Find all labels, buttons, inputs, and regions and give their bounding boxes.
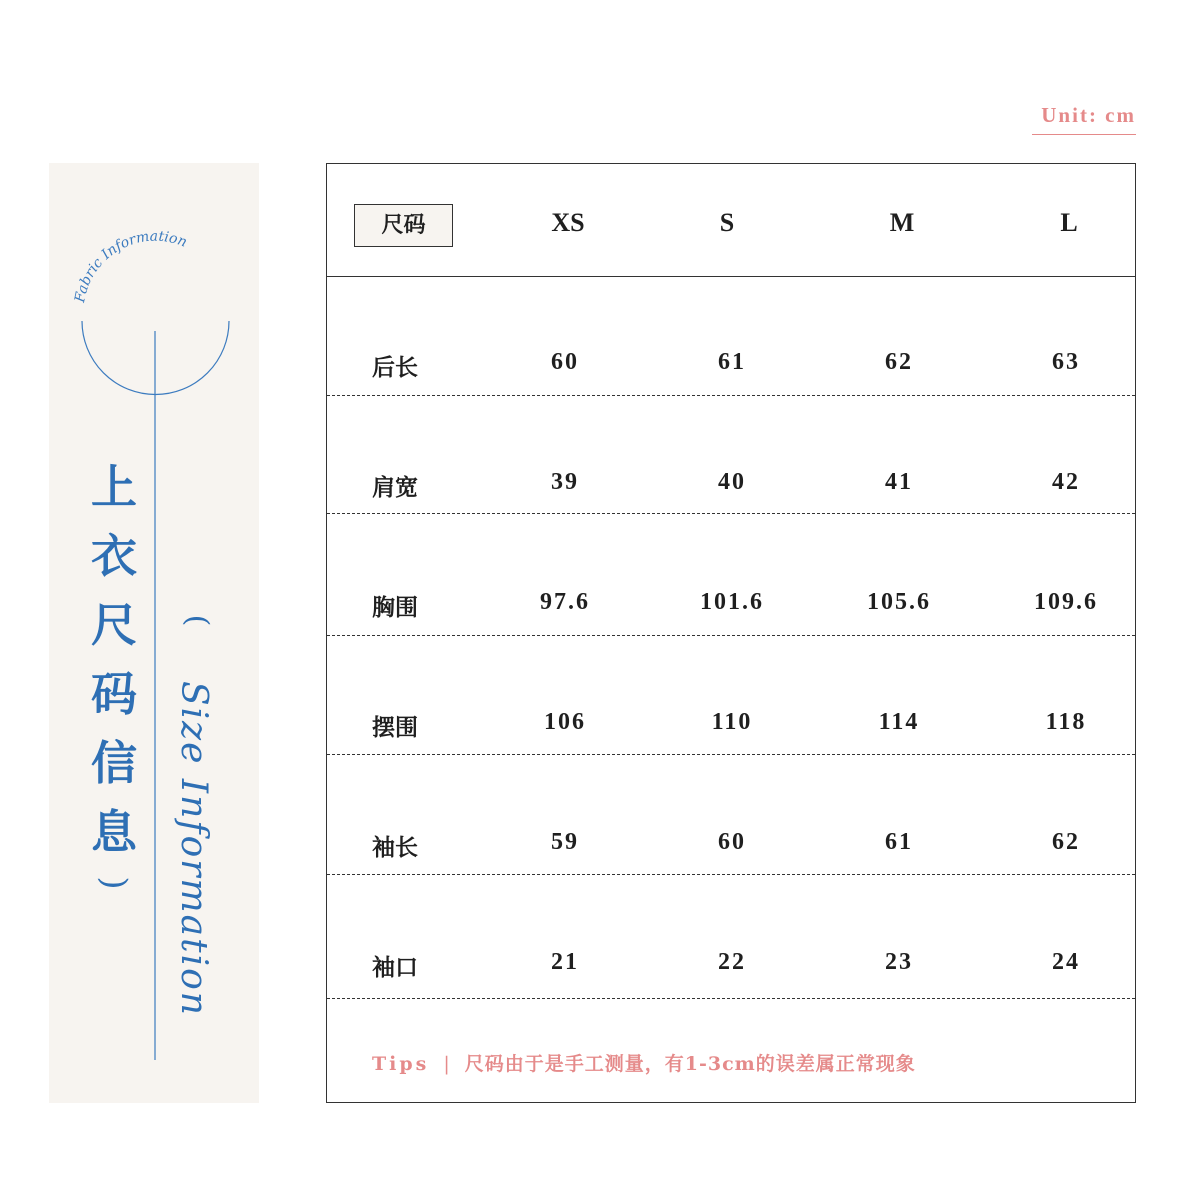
size-header-l: L — [1060, 208, 1078, 237]
row-label: 肩宽 — [372, 474, 418, 501]
title-char: 尺 — [91, 598, 137, 652]
title-char: 衣 — [91, 529, 137, 583]
fabric-information-text: Fabric Information — [72, 228, 190, 304]
table-cell: 42 — [1052, 469, 1080, 495]
title-char: 上 — [91, 460, 137, 514]
subtitle-open-paren: ( — [179, 614, 215, 627]
row-label: 摆围 — [372, 714, 418, 741]
table-cell: 23 — [885, 949, 913, 975]
table-row — [327, 755, 1135, 875]
table-cell: 24 — [1052, 949, 1080, 975]
table-cell: 62 — [1052, 829, 1080, 855]
title-close-paren: ) — [94, 876, 134, 890]
table-cell: 97.6 — [540, 589, 590, 615]
table-cell: 22 — [718, 949, 746, 975]
table-cell: 110 — [711, 709, 753, 735]
row-label: 袖口 — [372, 954, 418, 981]
table-cell: 21 — [551, 949, 579, 975]
sidebar-subtitle: Size Information — [173, 681, 214, 1017]
row-label: 胸围 — [372, 594, 418, 621]
table-cell: 106 — [544, 709, 586, 735]
table-cell: 60 — [718, 829, 746, 855]
size-label-tag: 尺码 — [354, 204, 453, 247]
table-cell: 114 — [878, 709, 920, 735]
table-cell: 41 — [885, 469, 913, 495]
table-cell: 62 — [885, 349, 913, 375]
table-cell: 59 — [551, 829, 579, 855]
unit-underline — [1032, 134, 1136, 135]
tips-text: 尺码由于是手工测量，有1-3cm的误差属正常现象 — [464, 1053, 916, 1075]
size-table — [326, 163, 1136, 1103]
table-row — [327, 396, 1135, 514]
table-row — [327, 277, 1135, 396]
size-header-m: M — [889, 208, 915, 237]
sidebar-decoration — [49, 163, 259, 1103]
unit-label: Unit: cm — [1041, 103, 1136, 127]
row-label: 袖长 — [372, 834, 418, 861]
size-header-s: S — [719, 208, 735, 237]
table-cell: 40 — [718, 469, 746, 495]
title-char: 信 — [91, 736, 137, 790]
title-char: 码 — [91, 667, 137, 721]
title-char: 息 — [91, 805, 137, 859]
table-row — [327, 636, 1135, 755]
tips-separator: | — [443, 1053, 451, 1075]
fabric-information-arc-text — [72, 229, 189, 305]
table-cell: 61 — [718, 349, 746, 375]
table-header — [327, 164, 1135, 277]
table-row — [327, 514, 1135, 636]
table-cell: 118 — [1045, 709, 1087, 735]
table-cell: 60 — [551, 349, 579, 375]
table-cell: 109.6 — [1034, 589, 1098, 615]
table-cell: 63 — [1052, 349, 1080, 375]
table-cell: 101.6 — [700, 589, 764, 615]
table-cell: 105.6 — [867, 589, 931, 615]
sidebar-panel — [49, 163, 259, 1103]
size-header-xs: XS — [551, 208, 585, 237]
tips-label: Tips — [372, 1053, 430, 1075]
tips-note — [372, 1049, 916, 1076]
table-cell: 39 — [551, 469, 579, 495]
table-row — [327, 875, 1135, 999]
row-label: 后长 — [372, 354, 418, 381]
sidebar-title — [89, 453, 139, 867]
table-cell: 61 — [885, 829, 913, 855]
